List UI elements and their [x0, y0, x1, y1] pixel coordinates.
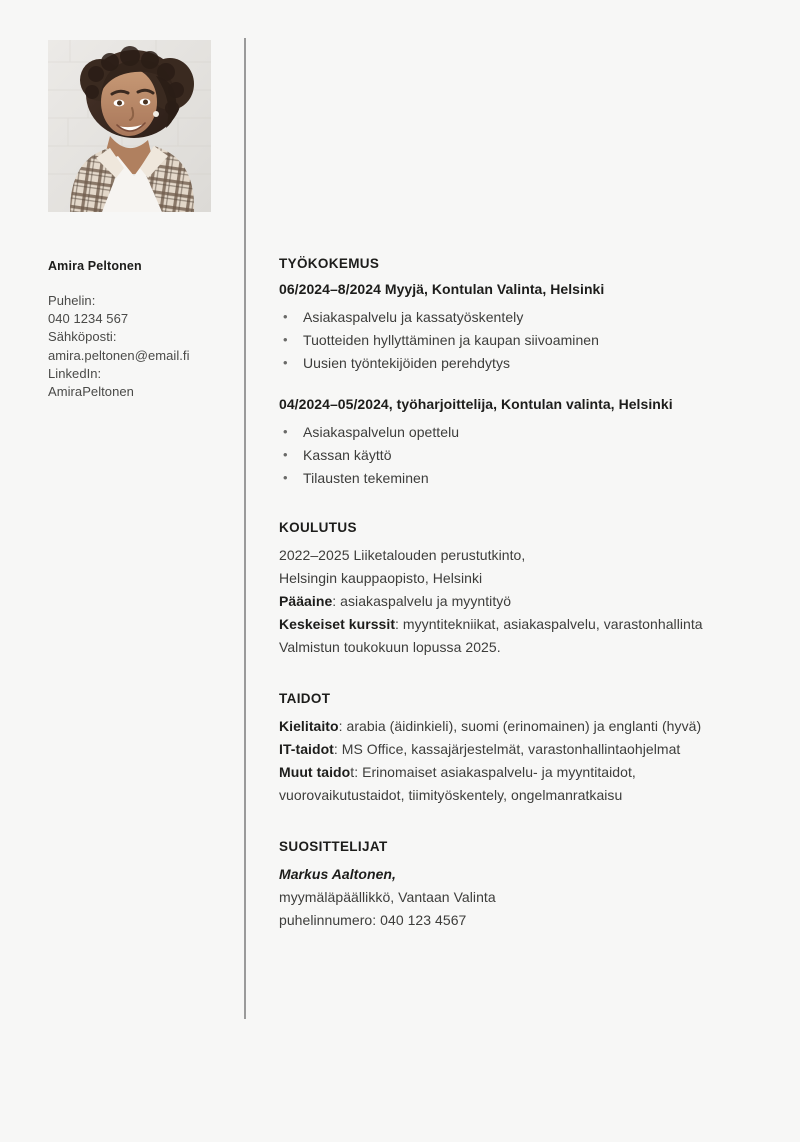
- education-line: Helsingin kauppaopisto, Helsinki: [279, 570, 483, 586]
- list-item: • Tilausten tekeminen: [279, 467, 759, 490]
- skills-languages-label: Kielitaito: [279, 718, 339, 734]
- list-item: • Tuotteiden hyllyttäminen ja kaupan siivoaminen: [279, 329, 759, 352]
- spacer: [279, 659, 759, 691]
- section-references: [279, 839, 759, 932]
- list-item: • Uusien työntekijöiden perehdytys: [279, 352, 759, 375]
- experience-entry-heading: 06/2024–8/2024 Myyjä, Kontulan Valinta, Helsinki: [279, 281, 605, 297]
- contact-email-value: amira.peltonen@email.fi: [48, 347, 190, 363]
- skills-other-value: t: Erinomaiset asiakaspalvelu- ja myyntitaidot, vuorovaikutustaidot, tiimityöskentely, ongelmanratkaisu: [279, 764, 636, 803]
- education-major-label: Pääaine: [279, 593, 333, 609]
- education-line-courses: [279, 613, 759, 636]
- education-line-graduation: Valmistun toukokuun lopussa 2025.: [279, 639, 501, 655]
- right-column: [279, 256, 759, 932]
- skills-line-other: [279, 761, 759, 807]
- section-title-experience: TYÖKOKEMUS: [279, 256, 380, 271]
- experience-bullet-list: [279, 421, 759, 490]
- reference-name: [279, 863, 759, 886]
- reference-phone: puhelinnumero: 040 123 4567: [279, 912, 467, 928]
- experience-entry: [279, 280, 759, 375]
- skills-it-value: : MS Office, kassajärjestelmät, varastonhallintaohjelmat: [333, 741, 681, 757]
- education-major-value: : asiakaspalvelu ja myyntityö: [332, 593, 512, 609]
- skills-line-it: [279, 738, 759, 761]
- list-item: • Asiakaspalvelun opettelu: [279, 421, 759, 444]
- section-title-education: KOULUTUS: [279, 520, 357, 535]
- education-courses-value: : myyntitekniikat, asiakaspalvelu, varastonhallinta: [395, 616, 703, 632]
- contact-block: [48, 292, 218, 401]
- spacer: [279, 807, 759, 839]
- contact-email-label: Sähköposti:: [48, 329, 117, 345]
- section-experience: [279, 256, 759, 490]
- skills-line-languages: [279, 715, 759, 738]
- left-column: [48, 40, 218, 401]
- contact-linkedin-label: LinkedIn:: [48, 365, 102, 381]
- list-item: • Kassan käyttö: [279, 444, 759, 467]
- spacer: [279, 375, 759, 395]
- skills-other-label: Muut taido: [279, 764, 351, 780]
- spacer: [279, 490, 759, 520]
- page-title: Amira Peltonen: [48, 259, 142, 273]
- experience-entry: [279, 395, 759, 490]
- section-title-skills: TAIDOT: [279, 691, 331, 706]
- education-line-major: [279, 590, 759, 613]
- contact-phone-label: Puhelin:: [48, 293, 96, 308]
- experience-bullet-list: [279, 306, 759, 375]
- reference-name-text: Markus Aaltonen,: [279, 866, 396, 882]
- list-item: • Asiakaspalvelu ja kassatyöskentely: [279, 306, 759, 329]
- contact-linkedin-value: AmiraPeltonen: [48, 384, 134, 400]
- column-divider: [244, 38, 246, 1019]
- profile-photo: [48, 40, 211, 212]
- education-line: 2022–2025 Liiketalouden perustutkinto,: [279, 547, 526, 563]
- contact-phone-value: 040 1234 567: [48, 311, 129, 327]
- skills-it-label: IT-taidot: [279, 741, 334, 757]
- skills-languages-value: : arabia (äidinkieli), suomi (erinomainen) ja englanti (hyvä): [338, 718, 702, 734]
- experience-entry-heading: 04/2024–05/2024, työharjoittelija, Kontulan valinta, Helsinki: [279, 396, 673, 412]
- section-title-references: SUOSITTELIJAT: [279, 839, 388, 854]
- section-skills: [279, 691, 759, 807]
- section-education: [279, 520, 759, 659]
- education-courses-label: Keskeiset kurssit: [279, 616, 396, 632]
- reference-role: myymäläpäällikkö, Vantaan Valinta: [279, 889, 496, 905]
